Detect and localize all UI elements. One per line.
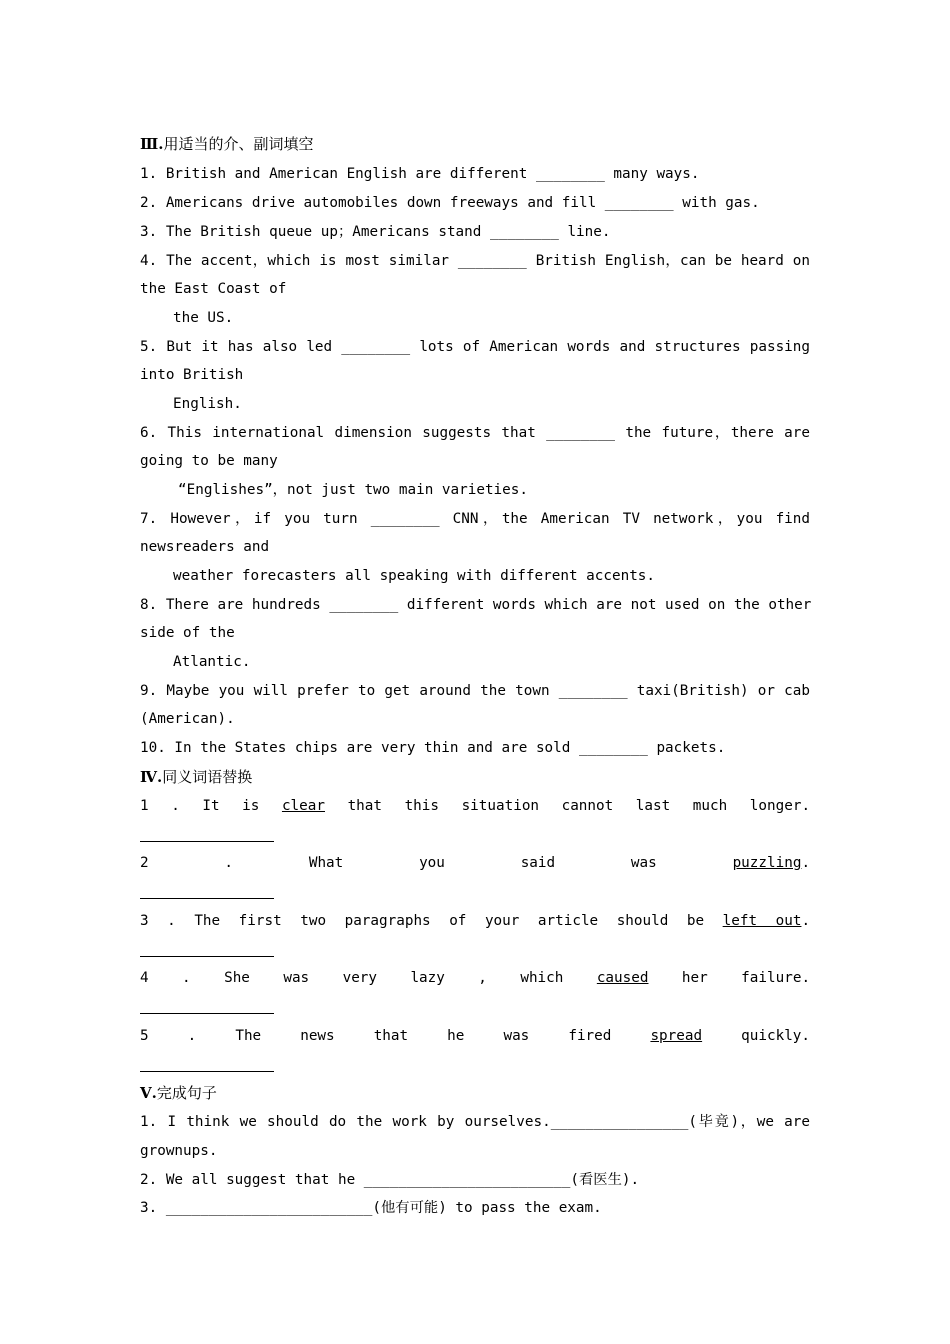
s4-item-5: 5 . The news that he was fired spread quickly. [140,1028,811,1044]
section-5-roman: Ⅴ. [140,1084,157,1102]
s3-item-8-line-3: Atlantic. [173,654,251,670]
section-5-heading [140,1083,810,1103]
s3-item-6-line-3: “Englishes”，not just two main varieties. [178,482,528,498]
s4-item-3-underlined: left out [722,913,802,929]
s3-item-2: 2. Americans drive automobiles down freeways and fill ________ with gas. [140,195,760,211]
s4-answer-line-5 [140,1071,274,1072]
s3-item-5-line-1: 5. But it has also led ________ lots of American words and structures passing [140,339,810,355]
s3-item-8-line-1: 8. There are hundreds ________ different words which are not used on the other [140,597,812,613]
s3-item-9-line-2: (American). [140,711,235,727]
s3-item-7-line-1: 7. However，if you turn ________ CNN，the American TV network，you find [140,511,810,527]
s3-item-6-line-1: 6. This international dimension suggests that ________ the future，there are [140,425,810,441]
section-4-heading [140,767,810,787]
s3-item-7-line-2: newsreaders and [140,539,270,555]
s3-item-4-line-2: the East Coast of [140,281,287,297]
section-4-title: 同义词语替换 [162,768,253,786]
s5-item-3: 3. ________________________(他有可能) to pass the exam. [140,1200,602,1216]
s5-item-1-line-1: 1. I think we should do the work by ourselves.________________(毕竟)，we are [140,1114,810,1130]
s3-item-6-line-2: going to be many [140,453,278,469]
s4-item-2: 2 . What you said was puzzling. [140,855,811,871]
s4-item-1-underlined: clear [281,798,325,814]
section-3-title: 用适当的介、副词填空 [163,135,314,153]
s3-item-4-line-3: the US. [173,310,234,326]
s4-item-4-underlined: caused [596,970,649,986]
s4-answer-line-4 [140,1013,274,1014]
s3-item-3: 3. The British queue up；Americans stand ________ line. [140,224,611,240]
s4-item-2-underlined: puzzling [732,855,802,871]
s3-item-4-line-1: 4. The accent，which is most similar ________ British English，can be heard on [140,253,810,269]
s4-item-4: 4 . She was very lazy , which caused her failure. [140,970,811,986]
s4-answer-line-3 [140,956,274,957]
s4-item-5-underlined: spread [650,1028,703,1044]
s5-item-2: 2. We all suggest that he ________________________(看医生). [140,1172,640,1188]
s3-item-9-line-1: 9. Maybe you will prefer to get around the town ________ taxi(British) or cab [140,683,810,699]
s3-item-5-line-3: English. [173,396,242,412]
s3-item-8-line-2: side of the [140,625,235,641]
s4-answer-line-2 [140,898,274,899]
section-4-roman: Ⅳ. [140,768,163,786]
s4-answer-line-1 [140,841,274,842]
section-5-title: 完成句子 [156,1084,217,1102]
s5-item-1-line-2: grownups. [140,1143,218,1159]
section-3-heading [140,134,810,154]
s3-item-10: 10. In the States chips are very thin and are sold ________ packets. [140,740,726,756]
s4-item-3: 3 . The first two paragraphs of your article should be left out. [140,913,811,929]
s3-item-7-line-3: weather forecasters all speaking with different accents. [173,568,656,584]
s4-item-1: 1 . It is clear that this situation cannot last much longer. [140,798,811,814]
s3-item-5-line-2: into British [140,367,244,383]
s3-item-1: 1. British and American English are different ________ many ways. [140,166,700,182]
section-3-roman: Ⅲ. [140,135,164,153]
